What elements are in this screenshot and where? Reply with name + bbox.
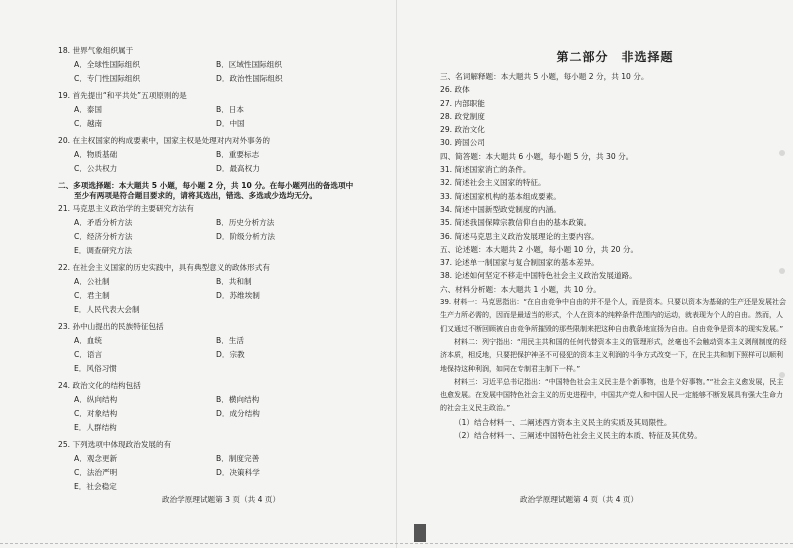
question-25-options [74, 452, 408, 494]
question-21: 21. 马克思主义政治学的主要研究方法有 [58, 204, 194, 213]
option: C．公共权力 [74, 164, 118, 173]
option: C．君主制 [74, 291, 110, 300]
right-page-footer: 政治学原理试题第 4 页（共 4 页） [520, 495, 639, 504]
option: C．越南 [74, 119, 103, 128]
line: 31. 简述国家消亡的条件。 [440, 165, 531, 175]
question-19: 19. 首先提出“和平共处”五项原则的是 [58, 91, 187, 100]
option: D．决策科学 [216, 468, 260, 477]
binding-hole [779, 150, 785, 156]
option: E．人民代表大会制 [74, 305, 140, 314]
option: C．语言 [74, 350, 103, 359]
option: A．观念更新 [74, 454, 118, 463]
question-22: 22. 在社会主义国家的历史实践中，具有典型意义的政体形式有 [58, 263, 270, 272]
line: 38. 论述如何坚定不移走中国特色社会主义政治发展道路。 [440, 271, 637, 281]
line: 26. 政体 [440, 85, 470, 95]
line: 三、名词解释题：本大题共 5 小题，每小题 2 分，共 10 分。 [440, 72, 649, 81]
q39-material-1: 39. 材料一：马克思指出：“在自由竞争中自由的并不是个人，而是资本。只要以资本为基础的生产还是发展社会生产力所必需的，因而是最适当的形式，个人在资本的纯粹条件范围内的运动，就表现为个人的自由。然而，人们又通过不断回顾被自由竞争所摧毁的那些限制来把这种自由教条地宣扬为自由。自由竞争是资本的现实发展。” [440, 298, 786, 333]
option: A．血统 [74, 336, 102, 345]
question-18: 18. 世界气象组织属于 [58, 46, 134, 55]
question-19-options [74, 103, 408, 131]
option: D．宗教 [216, 350, 245, 359]
option: B．重要标志 [216, 150, 260, 159]
line: 五、论述题：本大题共 2 小题，每小题 10 分，共 20 分。 [440, 244, 639, 254]
question-21-options [74, 216, 408, 258]
option: A．泰国 [74, 105, 102, 114]
question-24-options [74, 393, 408, 435]
option: E．调查研究方法 [74, 246, 132, 255]
question-20: 20. 在主权国家的构成要素中，国家主权是处理对内对外事务的 [58, 136, 270, 145]
scan-registration-mark [414, 524, 426, 542]
question-18-options [74, 58, 408, 86]
option: D．政治性国际组织 [216, 74, 283, 83]
line: 六、材料分析题：本大题共 1 小题，共 10 分。 [440, 284, 601, 294]
option: C．经济分析方法 [74, 232, 133, 241]
question-22-options [74, 275, 408, 317]
line: 27. 内部职能 [440, 98, 485, 108]
section-2-instructions: 至少有两项是符合题目要求的，请将其选出，错选、多选或少选均无分。 [74, 191, 317, 200]
q39-subquestion-2: （2）结合材料一、三阐述中国特色社会主义民主的本质、特征及其优势。 [454, 431, 702, 441]
option: B．日本 [216, 105, 244, 114]
option: B．生活 [216, 336, 244, 345]
question-23: 23. 孙中山提出的民族特征包括 [58, 322, 164, 331]
option: B．制度完善 [216, 454, 260, 463]
option: E．风俗习惯 [74, 364, 117, 373]
option: C．法治严明 [74, 468, 118, 477]
option: D．苏维埃制 [216, 291, 260, 300]
option: C．对象结构 [74, 409, 118, 418]
left-page-footer: 政治学原理试题第 3 页（共 4 页） [162, 495, 281, 504]
option: A．物质基础 [74, 150, 118, 159]
option: B．区域性国际组织 [216, 60, 282, 69]
line: 29. 政治文化 [440, 125, 485, 135]
option: D．成分结构 [216, 409, 260, 418]
option: A．纵向结构 [74, 395, 118, 404]
option: B．横向结构 [216, 395, 260, 404]
line: 四、简答题：本大题共 6 小题，每小题 5 分，共 30 分。 [440, 151, 634, 161]
line: 37. 论述单一制国家与复合制国家的基本差异。 [440, 258, 599, 268]
bottom-dashed-line [0, 542, 793, 544]
line: 33. 简述国家机构的基本组成要素。 [440, 191, 561, 201]
option: A．全球性国际组织 [74, 60, 140, 69]
option: D．中国 [216, 119, 245, 128]
left-page [58, 46, 408, 499]
option: A．矛盾分析方法 [74, 218, 133, 227]
binding-hole [779, 372, 785, 378]
option: E．人群结构 [74, 423, 117, 432]
q39-material-3: 材料三：习近平总书记指出：“中国特色社会主义民主是个新事物，也是个好事物。”“社会主义愈发展，民主也愈发展。在发展中国特色社会主义的历史进程中，中国共产党人和中国人民一定能够不断发展具有强大生命力的社会主义民主政治。” [440, 377, 784, 413]
section-2-heading: 二、多项选择题：本大题共 5 小题，每小题 2 分，共 10 分。在每小题列出的备选项中 [58, 181, 354, 190]
option: E．社会稳定 [74, 482, 117, 491]
binding-hole [779, 268, 785, 274]
option: B．共和制 [216, 277, 252, 286]
line: 32. 简述社会主义国家的特征。 [440, 178, 546, 188]
option: D．阶级分析方法 [216, 232, 276, 241]
line: 36. 简述马克思主义政治发展理论的主要内容。 [440, 231, 599, 241]
option: C．专门性国际组织 [74, 74, 141, 83]
option: A．公社制 [74, 277, 110, 286]
question-23-options [74, 334, 408, 376]
option: B．历史分析方法 [216, 218, 275, 227]
line: 34. 简述中国新型政党制度的内涵。 [440, 204, 561, 214]
question-25: 25. 下列选项中体现政治发展的有 [58, 440, 172, 449]
line: 30. 跨国公司 [440, 138, 485, 148]
right-page [440, 52, 790, 442]
line: 28. 政党制度 [440, 111, 485, 121]
option: D．最高权力 [216, 164, 260, 173]
question-24: 24. 政治文化的结构包括 [58, 381, 141, 390]
q39-subquestion-1: （1）结合材料一、二阐述西方资本主义民主的实质及其局限性。 [454, 417, 672, 427]
question-20-options [74, 148, 408, 176]
part-title: 第二部分 非选择题 [556, 50, 674, 64]
line: 35. 简述我国保障宗教信仰自由的基本政策。 [440, 218, 592, 228]
q39-material-2: 材料二：列宁指出：“用民主共和国的任何代替资本主义的管理形式，丝毫也不会触动资本主义剥削制度的经济本质，相反地，只要把保护神圣不可侵犯的资本主义利润的斗争方式改变一下，在民主共和制下照样可以顺利地保持这种利润，如同在专制君主制下一样。” [440, 337, 787, 373]
